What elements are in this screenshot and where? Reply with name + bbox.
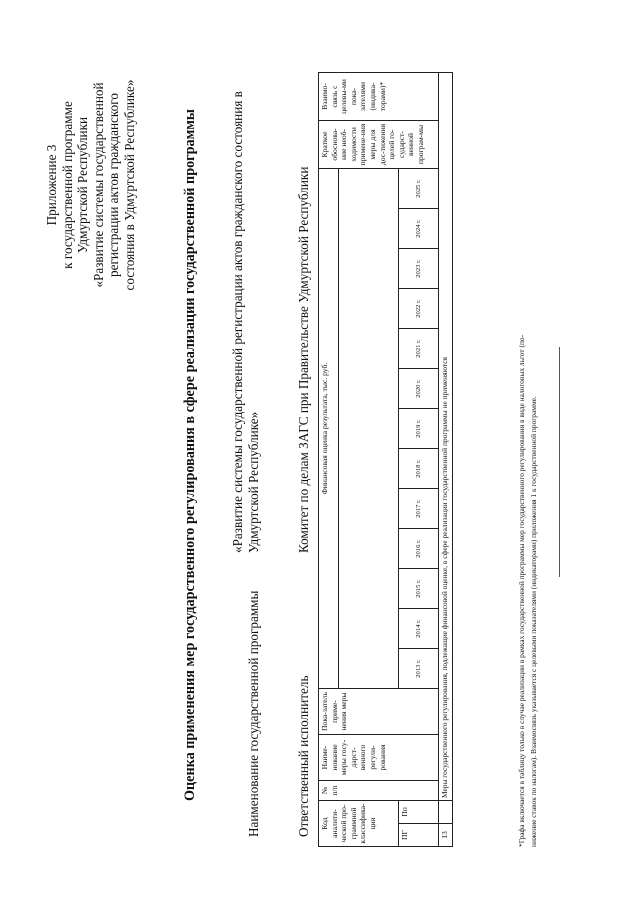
footnote-line: *Графа включается в таблицу только в случае реализации в рамках государственной программы мер государственного регулирования в виде налоговых льгот (по-: [517, 334, 526, 847]
row-pp: [439, 801, 453, 824]
header-pg: ПГ: [399, 824, 439, 847]
row-pg: 13: [439, 824, 453, 847]
regulation-table: [318, 72, 453, 847]
year-header: 2025 г.: [399, 169, 439, 209]
appendix-line: к государственной программе: [59, 101, 75, 269]
appendix-line: Приложение 3: [44, 144, 59, 226]
year-header: 2016 г.: [399, 529, 439, 569]
appendix-line: регистрации актов гражданского: [106, 93, 122, 277]
year-header: 2020 г.: [399, 369, 439, 409]
executor-label: Ответственный исполнитель: [296, 675, 311, 837]
appendix-line: Удмуртской Республики: [75, 116, 91, 254]
executor-name: Комитет по делам ЗАГС при Правительстве Удмуртской Республики: [296, 166, 311, 553]
appendix-header: [44, 5, 138, 365]
footnote-line: нижение ставок по налогам). Взаимосвязь указывается с целевыми показателями (индикаторами) приложения 1 к государственной программе.: [528, 396, 538, 847]
year-header: 2018 г.: [399, 449, 439, 489]
appendix-line: состояния в Удмуртской Республике»: [121, 79, 137, 291]
appendix-line: «Развитие системы государственной: [90, 82, 106, 288]
program-label: Наименование государственной программы: [246, 590, 261, 837]
header-indicator: Пока-затель приме-нения меры: [319, 689, 439, 735]
header-pp: Пп: [399, 801, 439, 824]
footnote: [516, 57, 539, 847]
header-number: № п/п: [319, 781, 439, 801]
header-code: Код аналити-ческой про-граммной классифика-ции: [319, 801, 399, 847]
header-justification: Краткое обоснова-ние необ-ходимости примене-ния меры для дос-тижения целей го-сударст-венной програм-мы: [319, 121, 439, 169]
header-measure-name: Наиме-нование меры госу-дарст-венного регули-рования: [319, 735, 439, 781]
year-header: 2021 г.: [399, 329, 439, 369]
year-header: 2023 г.: [399, 249, 439, 289]
financial-blank: [339, 169, 399, 689]
header-relation: Взаимо-связь с целевы-ми пока-зателями (индика-торами)*: [319, 73, 439, 121]
year-header: 2017 г.: [399, 489, 439, 529]
signature-rule: [559, 347, 560, 577]
year-header: 2019 г.: [399, 409, 439, 449]
year-header: 2014 г.: [399, 609, 439, 649]
header-financial: Финансовая оценка результата, тыс. руб.: [319, 169, 339, 689]
year-header: 2015 г.: [399, 569, 439, 609]
program-name: «Развитие системы государственной регистрации актов гражданского состояния в Удмуртской Республике»: [230, 91, 261, 553]
year-header: 2022 г.: [399, 289, 439, 329]
document-title: Оценка применения мер государственного регулирования в сфере реализации государственной программы: [182, 108, 198, 802]
year-header: 2024 г.: [399, 209, 439, 249]
row-note: Меры государственного регулирования, подлежащие финансовой оценке, в сфере реализации государственной программы не применяются: [439, 73, 453, 801]
year-header: 2013 г.: [399, 649, 439, 689]
